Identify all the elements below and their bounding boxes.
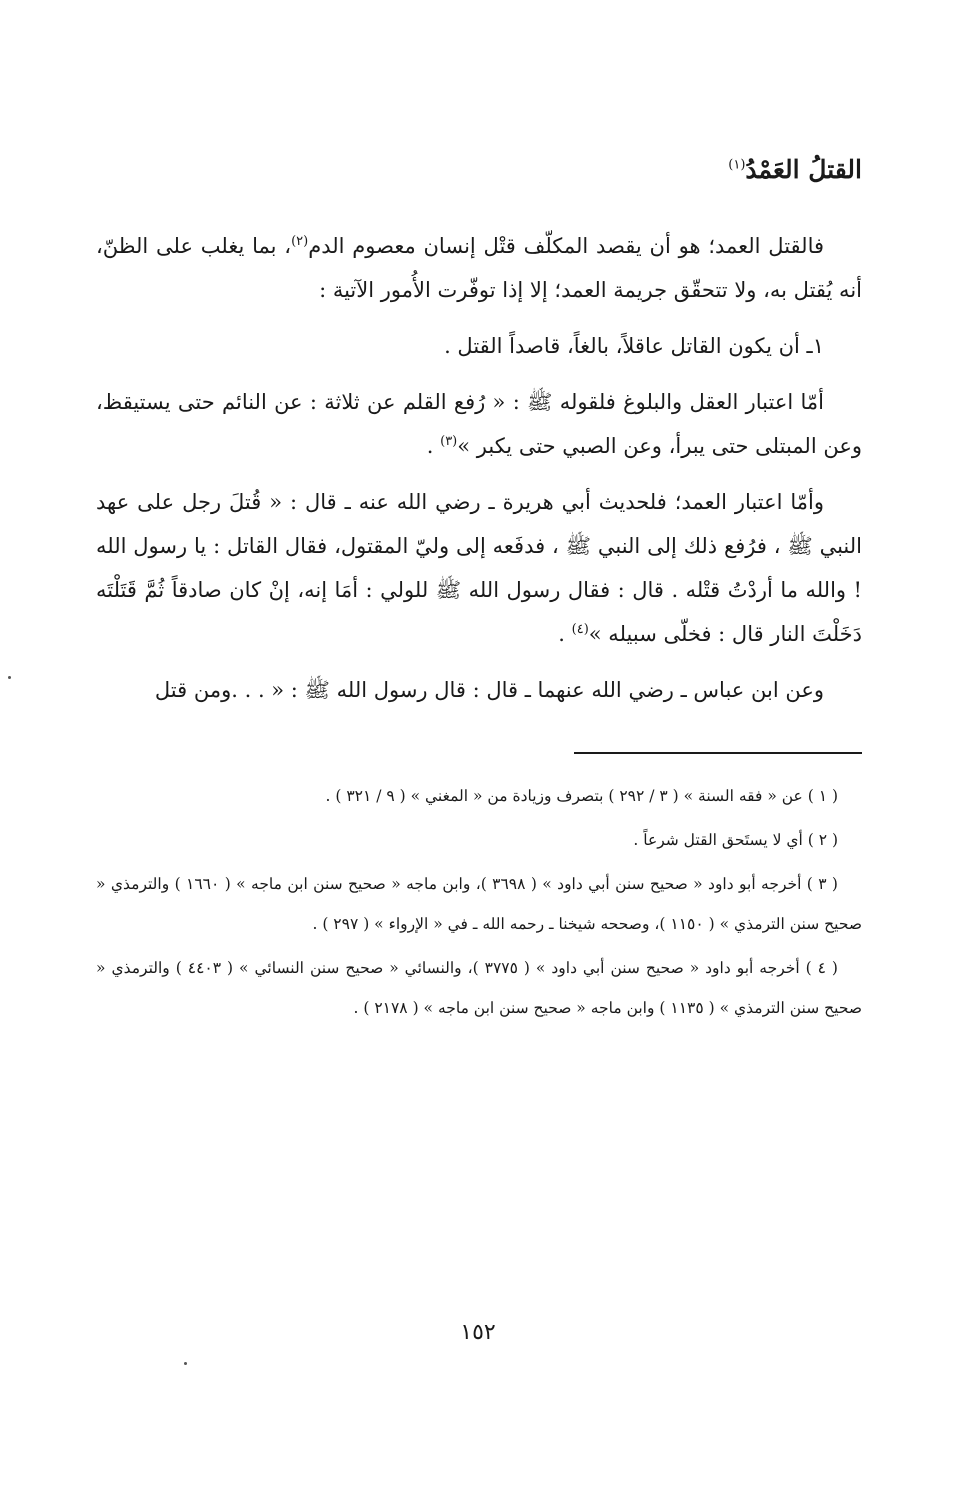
footnote-4: ( ٤ ) أخرجه أبو داود « صحيح سنن أبي داود » ( ٣٧٧٥ )، والنسائي « صحيح سنن النسائي » ( ٤٤٠٣ ) والترمذي « صحيح سنن الترمذي » ( ١١٣٥ ) وابن ماجه « صحيح سنن ابن ماجه » ( ٢١٧٨ ) . bbox=[96, 959, 862, 1017]
paragraph-reason-sanity-b: . bbox=[426, 434, 441, 458]
page-number: ١٥٢ bbox=[460, 1320, 496, 1345]
paragraph-reason-intent-b: . bbox=[558, 622, 572, 646]
paragraph-reason-sanity bbox=[96, 380, 862, 468]
footnote-ref-3: (٣) bbox=[440, 434, 458, 449]
paragraph-reason-intent bbox=[96, 480, 862, 656]
footnote-ref-4: (٤) bbox=[571, 622, 589, 637]
section-title-text: القتلُ العَمْدُ bbox=[745, 155, 862, 184]
paragraph-reason-sanity-a: أمّا اعتبار العقل والبلوغ فلقوله ﷺ : « رُفع القلم عن ثلاثة : عن النائم حتى يستيقظ، وعن المبتلى حتى يبرأ، وعن الصبي حتى يكبر » bbox=[96, 390, 862, 458]
paragraph-definition-a: فالقتل العمد؛ هو أن يقصد المكلّف قتْل إنسان معصوم الدم bbox=[308, 234, 825, 258]
footnote-ref-2: (٢) bbox=[291, 234, 309, 249]
section-title bbox=[96, 150, 862, 190]
paragraph-definition-b: ، بما يغلب على الظنّ، أنه يُقتل به، ولا تتحقّق جريمة العمد؛ إلا إذا توفّرت الأُمور الآتية : bbox=[96, 234, 862, 302]
paragraph-condition-1: ١ـ أن يكون القاتل عاقلاً، بالغاً، قاصداً القتل . bbox=[444, 334, 824, 358]
paragraph-definition bbox=[96, 224, 862, 312]
footnote-ref-1: (١) bbox=[728, 157, 746, 173]
scan-speck bbox=[184, 1362, 187, 1365]
page-body bbox=[96, 150, 862, 1032]
paragraph-reason-intent-a: وأمّا اعتبار العمد؛ فلحديث أبي هريرة ـ رضي الله عنه ـ قال : « قُتلَ رجل على عهد النبي ﷺ ، فرُفع ذلك إلى النبي ﷺ ، فدفَعه إلى وليّ المقتول، فقال القاتل : يا رسول الله ! والله ما أردْتُ قتْله . قال : فقال رسول الله ﷺ للولي : أمَا إنه، إنْ كان صادقاً ثُمَّ قَتَلْتَه دَخَلْتَ النار قال : فخلّى سبيله » bbox=[96, 490, 862, 646]
paragraph-ibn-abbas: وعن ابن عباس ـ رضي الله عنهما ـ قال : قال رسول الله ﷺ : « . . .ومن قتل bbox=[154, 678, 824, 702]
footnote-1: ( ١ ) عن « فقه السنة » ( ٣ / ٢٩٢ ) بتصرف وزيادة من « المغني » ( ٩ / ٣٢١ ) . bbox=[325, 787, 838, 805]
scan-speck bbox=[8, 676, 11, 679]
footnote-divider bbox=[574, 752, 862, 754]
footnote-2: ( ٢ ) أي لا يستَحق القتل شرعاً . bbox=[633, 831, 838, 849]
footnote-3: ( ٣ ) أخرجه أبو داود « صحيح سنن أبي داود » ( ٣٦٩٨ )، وابن ماجه « صحيح سنن ابن ماجه » ( ١٦٦٠ ) والترمذي « صحيح سنن الترمذي » ( ١١٥٠ )، وصححه شيخنا ـ رحمه الله ـ في « الإرواء » ( ٢٩٧ ) . bbox=[96, 875, 862, 933]
